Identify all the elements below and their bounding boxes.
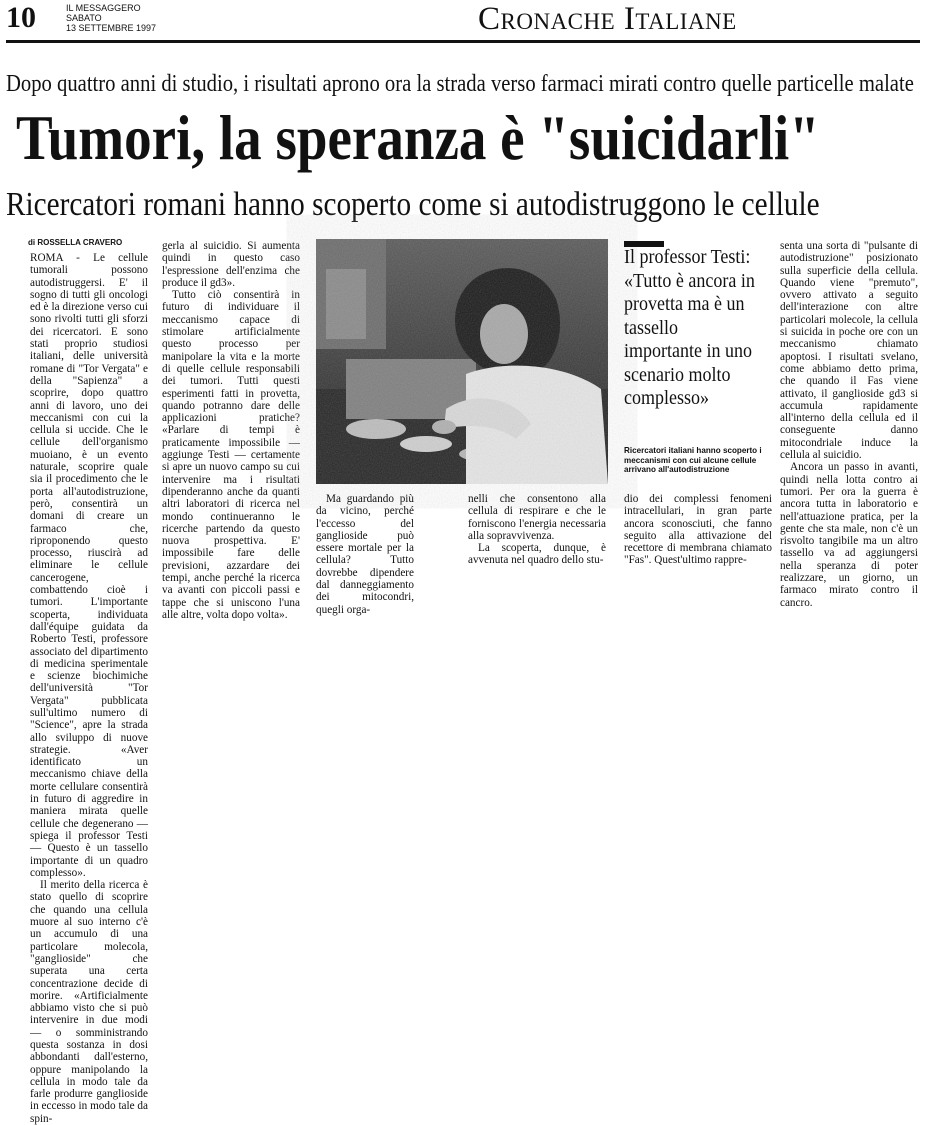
article-kicker: Dopo quattro anni di studio, i risultati aprono ora la strada verso farmaci mirati contro quelle particelle malate xyxy=(6,71,914,97)
pull-quote: Il professor Testi: «Tutto è ancora in provetta ma è un tassello importante in uno scenario molto complesso» xyxy=(624,246,755,409)
newspaper-name: IL MESSAGGERO xyxy=(66,3,141,13)
paragraph: senta una sorta di "pulsante di autodistruzione" posizionato sulla superficie della cellula. Quando viene "premuto", ovvero attivato a seguito dell'interazione con altre particolari molecole, la cellula si suicida in poche ore con un meccanismo chiamato apoptosi. I risultati svelano, come abbiamo detto prima, che quando il Fas viene attivato, il ganglioside gd3 si accumula rapidamente all'interno della cellula ed il conseguente danno mitocondriale induce la cellula al suicidio. xyxy=(780,240,918,462)
paragraph: La scoperta, dunque, è avvenuta nel quadro dello stu- xyxy=(468,542,606,567)
article-column-4 xyxy=(468,493,606,573)
article-column-5 xyxy=(624,493,772,573)
paragraph: Il merito della ricerca è stato quello di scoprire che quando una cellula muore al suo interno c'è un accumulo di una particolare molecola, "ganglioside" che superata una certa concentrazione decide di morire. «Artificialmente abbiamo visto che si può intervenire in due modi — o somministrando questa sostanza in dosi abbondanti dall'esterno, oppure manipolando la cellula in modo tale da farle produrre ganglioside in eccesso in modo tale da spin- xyxy=(30,879,148,1125)
paragraph: gerla al suicidio. Si aumenta quindi in questo caso l'espressione dell'enzima che produce il gd3». xyxy=(162,240,300,289)
paragraph: Tutto ciò consentirà in futuro di individuare il meccanismo capace di stimolare artificialmente questo processo per manipolare la vita e la morte di quelle cellule responsabili dei tumori. Tutti questi esperimenti fatti in provetta, quando potranno dare delle applicazioni pratiche? «Parlare di tempi è praticamente impossibile — aggiunge Testi — certamente si apre un nuovo campo su cui intervenire ma i risultati dipenderanno anche da quanti altri laboratori di ricerca nel mondo continueranno le ricerche partendo da questo nuova prospettiva. E' impossibile fare delle previsioni, azzardare dei tempi, anche perché la ricerca va avanti con piccoli passi e tappe che si uniscono l'una alle altre, volta dopo volta». xyxy=(162,289,300,621)
page-number: 10 xyxy=(6,1,36,34)
header-rule xyxy=(6,40,920,43)
article-column-1 xyxy=(30,252,148,1125)
paragraph: ROMA - Le cellule tumorali possono autodistruggersi. E' il sogno di tutti gli oncologi ed è la direzione verso cui sono rivolti tutti gli sforzi dei ricercatori. E sono stati proprio studiosi italiani, delle università romane di "Tor Vergata" e della "Sapienza" a scoprire, dopo quattro anni di lavoro, uno dei meccanismi con cui la cellula si uccide. Che le cellule dell'organismo muoiano, è un evento naturale, scoprire quale sia il procedimento che le porta all'autodistruzione, però, consentirà un domani di creare un farmaco che, riproponendo questo processo, riuscirà ad eliminare le cellule cancerogene, combattendo cioè i tumori. L'importante scoperta, individuata dall'équipe guidata da Roberto Testi, professore associato del dipartimento di medicina sperimentale e scienze biochimiche dell'università "Tor Vergata" pubblicata sull'ultimo numero di "Science", apre la strada allo sviluppo di nuove strategie. «Aver identificato un meccanismo chiave della morte cellulare consentirà in futuro di aggredire in maniera mirata quelle cellule che degenerano — spiega il professor Testi — Questo è un tassello importante di un quadro complesso». xyxy=(30,252,148,879)
photo-caption: Ricercatori italiani hanno scoperto i meccanismi con cui alcune cellule arrivano all'autodistruzione xyxy=(624,446,762,475)
scientist-photo xyxy=(316,239,608,484)
masthead xyxy=(66,3,156,33)
article-column-6 xyxy=(780,240,918,609)
paragraph: dio dei complessi fenomeni intracellulari, in gran parte ancora sconosciuti, che fanno seguito alla attivazione del recettore di membrana chiamato "Fas". Quest'ultimo rappre- xyxy=(624,493,772,567)
article-deck: Ricercatori romani hanno scoperto come si autodistruggono le cellule xyxy=(6,186,820,223)
weekday: SABATO xyxy=(66,13,102,23)
byline: di ROSSELLA CRAVERO xyxy=(28,238,123,247)
paragraph: Ancora un passo in avanti, quindi nella lotta contro ai tumori. Per ora la guerra è ancora tutta in laboratorio e nell'attuazione pratica, per la gente che sta male, non c'è un risvolto tangibile ma un altro tassello va ad aggiungersi nella speranza di poter realizzare, un giorno, un farmaco mirato contro il cancro. xyxy=(780,461,918,609)
paragraph: Ma guardando più da vicino, perché l'eccesso del ganglioside può essere mortale per la cellula? Tutto dovrebbe dipendere dal danneggiamento dei mitocondri, quegli orga- xyxy=(316,493,414,616)
article-headline: Tumori, la speranza è "suicidarli" xyxy=(16,102,820,173)
issue-date: 13 SETTEMBRE 1997 xyxy=(66,23,157,33)
article-column-3 xyxy=(316,493,414,616)
article-column-2 xyxy=(162,240,300,621)
paragraph: nelli che consentono alla cellula di respirare e che le forniscono l'energia necessaria alla sopravvivenza. xyxy=(468,493,606,542)
section-title: Cronache Italiane xyxy=(478,1,737,37)
